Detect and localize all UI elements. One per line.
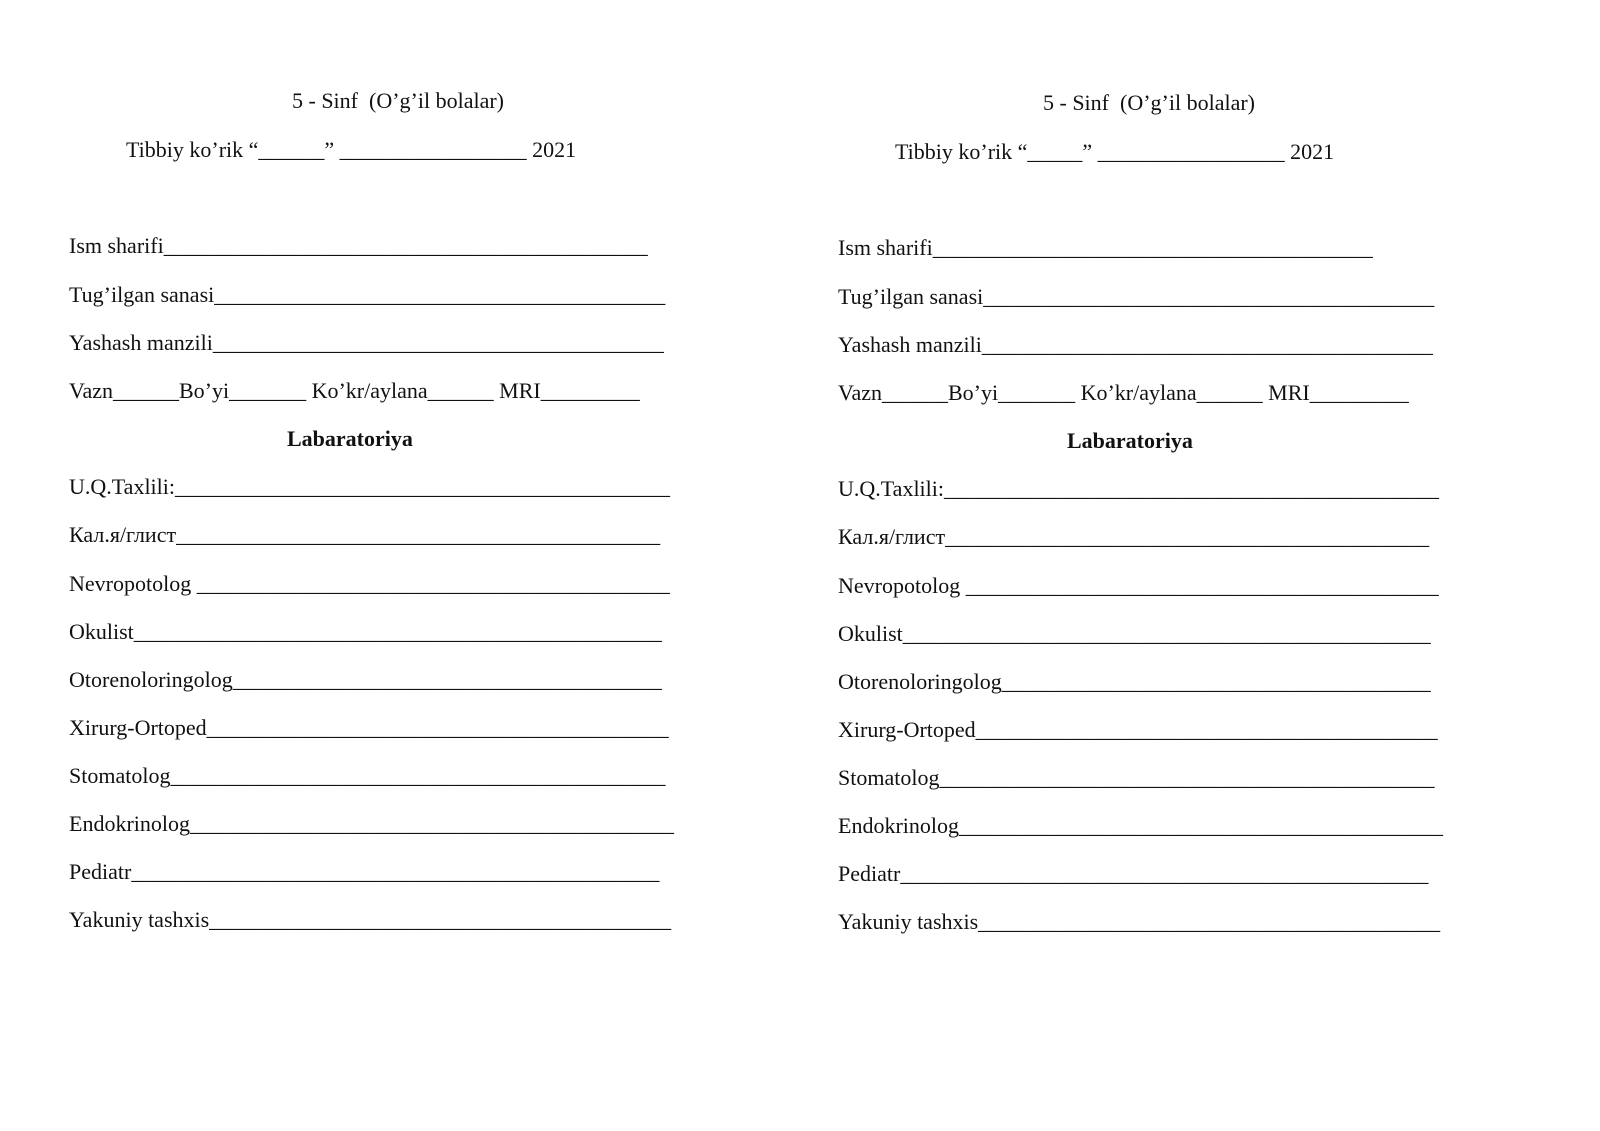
name-field: Ism sharifi____________________________________________ — [69, 233, 648, 258]
lab-field-okulist: Okulist________________________________________________ — [69, 619, 662, 644]
measurements-field: Vazn______Bo’yi_______ Ko’kr/aylana______ MRI_________ — [838, 380, 1409, 405]
lab-field-endokrinolog: Endokrinolog____________________________________________ — [838, 813, 1443, 838]
lab-field-otorenoloringolog: Otorenoloringolog_______________________________________ — [838, 669, 1431, 694]
address-field: Yashash manzili_________________________________________ — [69, 330, 664, 355]
exam-date-line: Tibbiy ko’rik “______” _________________ 2021 — [126, 137, 577, 162]
birth-date-field: Tug’ilgan sanasi_________________________________________ — [69, 282, 666, 307]
lab-field-otorenoloringolog: Otorenoloringolog_______________________________________ — [69, 667, 662, 692]
lab-field-nevropotolog: Nevropotolog ___________________________________________ — [69, 571, 670, 596]
lab-field-pediatr: Pediatr________________________________________________ — [69, 859, 660, 884]
lab-field-kal: Кал.я/глист____________________________________________ — [838, 524, 1430, 549]
birth-date-field: Tug’ilgan sanasi_________________________________________ — [838, 284, 1435, 309]
lab-field-uq: U.Q.Taxlili:_____________________________________________ — [838, 476, 1440, 501]
form-title: 5 - Sinf (O’g’il bolalar) — [292, 88, 504, 113]
lab-field-yakuniy-tashxis: Yakuniy tashxis__________________________________________ — [69, 907, 672, 932]
measurements-field: Vazn______Bo’yi_______ Ko’kr/aylana______ MRI_________ — [69, 378, 640, 403]
lab-field-pediatr: Pediatr________________________________________________ — [838, 861, 1429, 886]
exam-date-line: Tibbiy ko’rik “_____” _________________ 2021 — [895, 139, 1335, 164]
lab-field-uq: U.Q.Taxlili:_____________________________________________ — [69, 474, 671, 499]
address-field: Yashash manzili_________________________________________ — [838, 332, 1433, 357]
lab-heading: Labaratoriya — [1067, 428, 1193, 453]
lab-field-xirurg-ortoped: Xirurg-Ortoped__________________________________________ — [69, 715, 669, 740]
lab-field-okulist: Okulist________________________________________________ — [838, 621, 1431, 646]
lab-field-nevropotolog: Nevropotolog ___________________________________________ — [838, 573, 1439, 598]
lab-field-endokrinolog: Endokrinolog____________________________________________ — [69, 811, 674, 836]
form-title: 5 - Sinf (O’g’il bolalar) — [1043, 90, 1255, 115]
lab-heading: Labaratoriya — [287, 426, 413, 451]
lab-field-stomatolog: Stomatolog_____________________________________________ — [838, 765, 1435, 790]
lab-field-xirurg-ortoped: Xirurg-Ortoped__________________________________________ — [838, 717, 1438, 742]
lab-field-yakuniy-tashxis: Yakuniy tashxis__________________________________________ — [838, 909, 1441, 934]
lab-field-kal: Кал.я/глист____________________________________________ — [69, 522, 661, 547]
lab-field-stomatolog: Stomatolog_____________________________________________ — [69, 763, 666, 788]
name-field: Ism sharifi________________________________________ — [838, 235, 1373, 260]
